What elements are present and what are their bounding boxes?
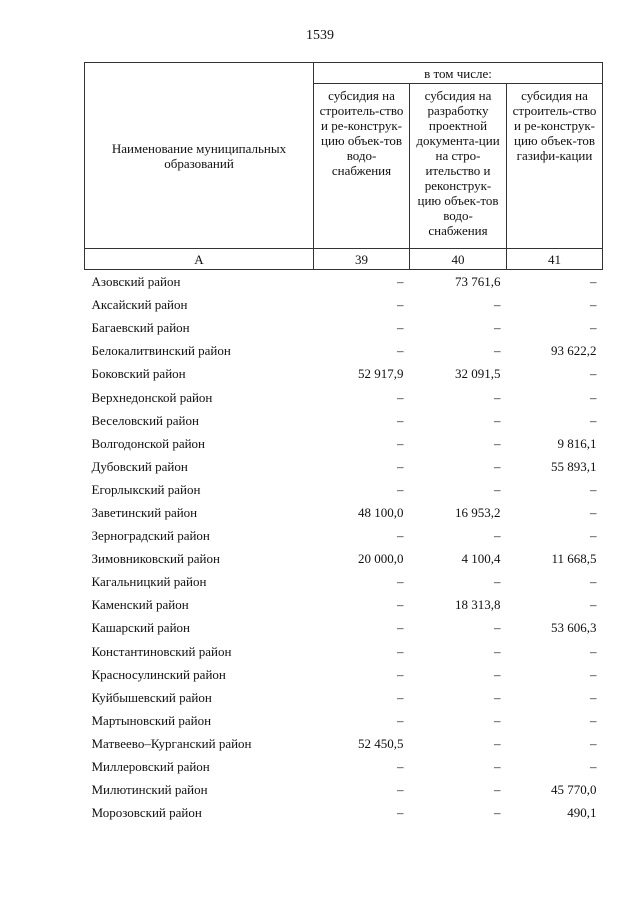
district-name: Боковский район: [91, 366, 186, 382]
value-col-40: –: [494, 689, 501, 705]
table-body: [85, 270, 603, 825]
header-column-39: [314, 84, 410, 249]
value-col-39: –: [397, 759, 404, 775]
table-row: [85, 316, 603, 339]
district-name: Азовский район: [91, 274, 181, 290]
value-col-40: –: [494, 320, 501, 336]
table-row: [85, 547, 603, 570]
table-row: [85, 293, 603, 316]
value-col-41: –: [590, 389, 597, 405]
column-number-41: 41: [507, 249, 603, 270]
value-col-41: –: [590, 528, 597, 544]
value-col-39: –: [397, 666, 404, 682]
value-col-39: –: [397, 782, 404, 798]
table-row: [85, 432, 603, 455]
header-column-39-label: субсидия на строитель-ство и ре-конструк-цию объек-тов водо-снабжения: [319, 88, 404, 178]
value-col-40: –: [494, 782, 501, 798]
value-col-39: –: [397, 574, 404, 590]
district-name: Верхнедонской район: [91, 389, 213, 405]
value-col-39: –: [397, 481, 404, 497]
value-col-41: –: [590, 297, 597, 313]
district-name: Дубовский район: [91, 458, 188, 474]
value-col-40: –: [494, 805, 501, 821]
value-col-39: 20 000,0: [358, 551, 404, 567]
value-col-40: –: [494, 574, 501, 590]
value-col-40: –: [494, 343, 501, 359]
table-row: [85, 801, 603, 824]
value-col-39: –: [397, 412, 404, 428]
value-col-39: –: [397, 805, 404, 821]
value-col-40: –: [494, 297, 501, 313]
table-row: [85, 616, 603, 639]
value-col-41: –: [590, 643, 597, 659]
value-col-39: –: [397, 343, 404, 359]
district-name: Кагальницкий район: [91, 574, 207, 590]
table-row: [85, 270, 603, 294]
value-col-39: 52 450,5: [358, 735, 404, 751]
district-name: Заветинский район: [91, 504, 198, 520]
value-col-40: –: [494, 412, 501, 428]
header-column-41-label: субсидия на строитель-ство и ре-конструк-цию объек-тов газифи-кации: [512, 88, 597, 163]
table-row: [85, 339, 603, 362]
page-number: 1539: [306, 28, 334, 43]
header-group-label: в том числе:: [314, 63, 603, 84]
column-number-row: [85, 249, 603, 270]
district-name: Белокалитвинский район: [91, 343, 231, 359]
value-col-39: 48 100,0: [358, 504, 404, 520]
column-number-39: 39: [314, 249, 410, 270]
subsidy-table: [84, 62, 603, 824]
district-name: Морозовский район: [91, 805, 202, 821]
header-column-40: [410, 84, 507, 249]
value-col-40: –: [494, 528, 501, 544]
value-col-41: –: [590, 712, 597, 728]
table-row: [85, 501, 603, 524]
district-name: Константиновский район: [91, 643, 232, 659]
value-col-40: –: [494, 435, 501, 451]
value-col-41: 55 893,1: [551, 458, 597, 474]
table-row: [85, 663, 603, 686]
value-col-41: 93 622,2: [551, 343, 597, 359]
value-col-41: –: [590, 597, 597, 613]
district-name: Зерноградский район: [91, 528, 210, 544]
value-col-41: –: [590, 504, 597, 520]
table-row: [85, 570, 603, 593]
value-col-41: 490,1: [567, 805, 597, 821]
district-name: Матвеево–Курганский район: [91, 735, 252, 751]
value-col-40: 18 313,8: [455, 597, 501, 613]
value-col-40: –: [494, 458, 501, 474]
table-row: [85, 455, 603, 478]
value-col-41: –: [590, 481, 597, 497]
value-col-41: –: [590, 412, 597, 428]
district-name: Кашарский район: [91, 620, 190, 636]
district-name: Каменский район: [91, 597, 189, 613]
value-col-40: –: [494, 712, 501, 728]
value-col-41: –: [590, 735, 597, 751]
district-name: Миллеровский район: [91, 759, 210, 775]
value-col-40: –: [494, 666, 501, 682]
value-col-41: 45 770,0: [551, 782, 597, 798]
header-column-40-label: субсидия на разработку проектной документа-ции на стро-ительство и реконструк-цию объек-тов водо-снабжения: [416, 88, 500, 238]
district-name: Милютинский район: [91, 782, 208, 798]
value-col-40: –: [494, 481, 501, 497]
value-col-41: –: [590, 320, 597, 336]
table-header: [85, 63, 603, 270]
value-col-39: 52 917,9: [358, 366, 404, 382]
value-col-41: 11 668,5: [551, 551, 597, 567]
district-name: Аксайский район: [91, 297, 188, 313]
table-row: [85, 732, 603, 755]
table-row: [85, 524, 603, 547]
table-row: [85, 593, 603, 616]
value-col-41: –: [590, 689, 597, 705]
district-name: Веселовский район: [91, 412, 199, 428]
value-col-39: –: [397, 320, 404, 336]
district-name: Мартыновский район: [91, 712, 212, 728]
value-col-39: –: [397, 458, 404, 474]
table-row: [85, 709, 603, 732]
header-name-label: Наименование муниципальных образований: [111, 140, 287, 171]
column-number-40: 40: [410, 249, 507, 270]
table-row: [85, 640, 603, 663]
value-col-39: –: [397, 597, 404, 613]
district-name: Багаевский район: [91, 320, 190, 336]
value-col-40: 73 761,6: [455, 274, 501, 290]
value-col-40: 32 091,5: [455, 366, 501, 382]
table-row: [85, 478, 603, 501]
value-col-39: –: [397, 620, 404, 636]
table-row: [85, 362, 603, 385]
value-col-39: –: [397, 297, 404, 313]
value-col-40: –: [494, 620, 501, 636]
value-col-39: –: [397, 274, 404, 290]
column-number-a: А: [85, 249, 314, 270]
value-col-41: –: [590, 574, 597, 590]
district-name: Егорлыкский район: [91, 481, 201, 497]
table-row: [85, 385, 603, 408]
table-row: [85, 686, 603, 709]
district-name: Волгодонской район: [91, 435, 206, 451]
value-col-40: 4 100,4: [461, 551, 501, 567]
value-col-40: –: [494, 759, 501, 775]
header-name-column: [85, 63, 314, 249]
value-col-39: –: [397, 528, 404, 544]
value-col-41: 53 606,3: [551, 620, 597, 636]
value-col-41: –: [590, 759, 597, 775]
district-name: Красносулинский район: [91, 666, 226, 682]
value-col-40: –: [494, 735, 501, 751]
value-col-41: 9 816,1: [557, 435, 597, 451]
value-col-39: –: [397, 643, 404, 659]
value-col-39: –: [397, 389, 404, 405]
value-col-40: –: [494, 389, 501, 405]
value-col-40: –: [494, 643, 501, 659]
value-col-41: –: [590, 366, 597, 382]
table-row: [85, 778, 603, 801]
district-name: Зимовниковский район: [91, 551, 220, 567]
value-col-39: –: [397, 435, 404, 451]
value-col-39: –: [397, 689, 404, 705]
table-row: [85, 409, 603, 432]
header-column-41: [507, 84, 603, 249]
value-col-41: –: [590, 666, 597, 682]
district-name: Куйбышевский район: [91, 689, 212, 705]
table-row: [85, 755, 603, 778]
value-col-41: –: [590, 274, 597, 290]
value-col-40: 16 953,2: [455, 504, 501, 520]
value-col-39: –: [397, 712, 404, 728]
